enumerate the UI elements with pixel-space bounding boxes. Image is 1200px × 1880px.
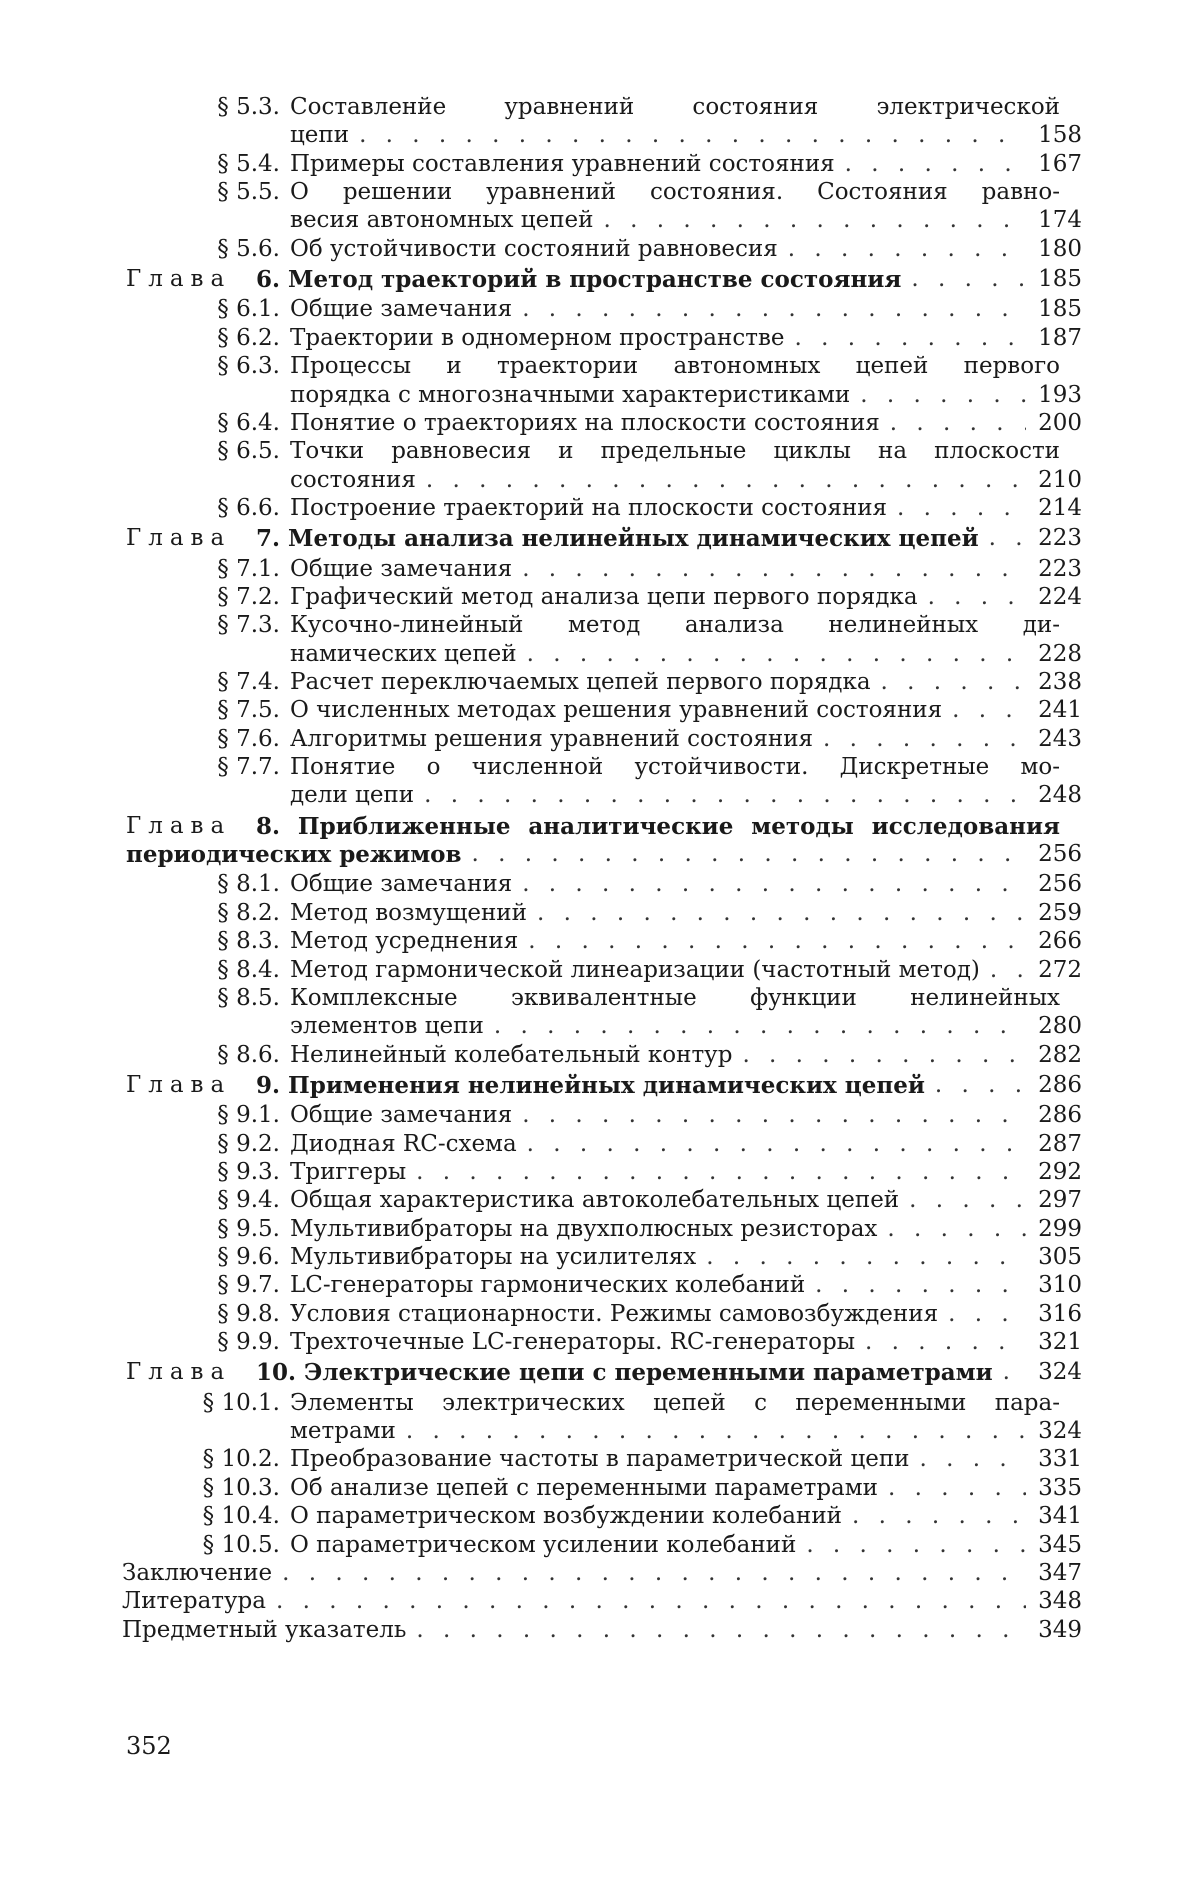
section-number: § 6.1. (217, 296, 280, 323)
entry-title: периодических режимов (126, 841, 462, 869)
toc-section-line (0, 1331, 1200, 1359)
entry-title: Траектории в одномерном пространстве (290, 324, 785, 351)
page-number: 352 (126, 1732, 172, 1760)
page-ref: 266 (1038, 928, 1082, 955)
section-number: § 7.3. (217, 612, 280, 639)
toc-section-line (0, 930, 1200, 958)
section-number: § 7.1. (217, 555, 280, 582)
toc-section-line (0, 466, 1200, 497)
entry-title: Об устойчивости состояний равновесия (290, 235, 778, 262)
entry-title: Об анализе цепей с переменными параметрами (290, 1474, 878, 1501)
entry-title: Метод гармонической линеаризации (частотный метод) (290, 956, 980, 983)
section-number: § 10.2. (202, 1446, 280, 1473)
page-ref: 259 (1038, 899, 1082, 926)
chapter-label: Глава (126, 1071, 232, 1098)
page-ref: 256 (1038, 841, 1082, 868)
dot-leader (359, 124, 1026, 147)
entry-title: 8. Приближенные аналитические методы исследования (256, 812, 1060, 840)
entry-title: Общие замечания (290, 296, 513, 323)
dot-leader (406, 1420, 1026, 1443)
toc-section-line (0, 1300, 1200, 1331)
entry-title: Процессы и траектории автономных цепей первого (290, 353, 1060, 380)
section-number: § 8.1. (217, 871, 280, 898)
page-ref: 341 (1038, 1503, 1082, 1530)
entry-title: О параметрическом возбуждении колебаний (290, 1503, 842, 1530)
dot-leader (522, 873, 1026, 896)
entry-title: Общие замечания (290, 555, 513, 582)
page-ref: 185 (1038, 296, 1082, 323)
toc-section-line (0, 355, 1200, 383)
page-ref: 316 (1038, 1300, 1082, 1327)
section-number: § 7.5. (217, 697, 280, 724)
dot-leader (806, 1534, 1026, 1557)
toc-section-line (0, 555, 1200, 586)
dot-leader (416, 1619, 1026, 1642)
entry-title: Элементы электрических цепей с переменными пара- (290, 1389, 1060, 1416)
section-number: § 6.5. (217, 438, 280, 465)
section-number: § 5.3. (217, 94, 280, 120)
toc-section-line (0, 150, 1200, 181)
page-ref: 349 (1038, 1616, 1082, 1643)
section-number: § 5.5. (217, 179, 280, 206)
chapter-label: Глава (126, 266, 232, 293)
entry-title: Литература (122, 1588, 266, 1615)
toc-section-line (0, 1474, 1200, 1505)
section-number: § 9.4. (217, 1187, 280, 1214)
page-ref: 335 (1038, 1474, 1082, 1501)
toc-section-line (0, 209, 1200, 237)
toc-chapter-line (0, 1361, 1200, 1389)
toc-section-line (0, 1531, 1200, 1562)
page-ref: 180 (1038, 235, 1082, 262)
toc-section-line (0, 494, 1200, 525)
dot-leader (795, 327, 1026, 350)
toc-section-line (0, 873, 1200, 901)
toc-section-line (0, 899, 1200, 930)
section-number: § 9.9. (217, 1329, 280, 1356)
entry-title: Алгоритмы решения уравнений состояния (290, 725, 814, 752)
section-number: § 9.5. (217, 1215, 280, 1242)
entry-title: Понятие о численной устойчивости. Дискретные мо- (290, 754, 1060, 781)
page-ref: 299 (1038, 1215, 1082, 1242)
page-ref: 305 (1038, 1244, 1082, 1270)
entry-title: Мультивибраторы на усилителях (290, 1244, 697, 1270)
toc-section-line (0, 583, 1200, 614)
section-number: § 8.3. (217, 928, 280, 955)
entry-title: Точки равновесия и предельные циклы на плоскости (290, 438, 1060, 465)
entry-title: дели цепи (290, 782, 415, 809)
page-ref: 228 (1038, 640, 1082, 667)
section-number: § 9.6. (217, 1244, 280, 1270)
toc-section-line (0, 1448, 1200, 1476)
dot-leader (276, 1590, 1026, 1613)
entry-title: весия автономных цепей (290, 207, 594, 234)
section-number: § 8.6. (217, 1041, 280, 1068)
section-number: § 10.3. (202, 1474, 280, 1501)
toc-section-line (0, 181, 1200, 209)
section-number: § 9.1. (217, 1102, 280, 1129)
entry-title: Общая характеристика автоколебательных цепей (290, 1187, 900, 1214)
entry-title: Метод возмущений (290, 899, 527, 926)
toc-section-line (0, 956, 1200, 987)
page-ref: 238 (1038, 669, 1082, 695)
chapter-label: Глава (126, 525, 232, 552)
toc-section-line (0, 1041, 1200, 1072)
section-number: § 7.4. (217, 669, 280, 695)
entry-title: 6. Метод траекторий в пространстве состояния (256, 266, 902, 294)
section-number: § 10.1. (202, 1389, 280, 1416)
entry-title: Метод усреднения (290, 928, 519, 955)
page-ref: 347 (1038, 1559, 1082, 1586)
entry-title: 7. Методы анализа нелинейных динамических цепей (256, 525, 979, 553)
dot-leader (527, 643, 1026, 666)
toc-chapter-line (0, 527, 1200, 555)
page-ref: 324 (1038, 1418, 1082, 1445)
section-number: § 9.8. (217, 1300, 280, 1327)
chapter-label: Глава (126, 1359, 232, 1386)
entry-title: Примеры составления уравнений состояния (290, 150, 835, 177)
page-ref: 256 (1038, 871, 1082, 898)
toc-entry-line (0, 1616, 1200, 1647)
entry-title: элементов цепи (290, 1013, 484, 1040)
section-number: § 8.4. (217, 956, 280, 983)
section-number: § 8.5. (217, 984, 280, 1011)
page-ref: 224 (1038, 583, 1082, 610)
dot-leader (472, 843, 1027, 866)
toc-section-line (0, 1389, 1200, 1420)
page-ref: 187 (1038, 324, 1082, 351)
dot-leader (494, 1015, 1026, 1038)
page-ref: 200 (1038, 409, 1082, 436)
page-ref: 185 (1038, 266, 1082, 293)
toc-chapter-line (0, 812, 1200, 843)
page-ref: 158 (1038, 122, 1082, 149)
dot-leader (282, 1562, 1026, 1585)
entry-title: метрами (290, 1418, 396, 1445)
page-ref: 292 (1038, 1158, 1082, 1185)
page-ref: 272 (1038, 956, 1082, 983)
entry-title: 10. Электрические цепи с переменными параметрами (256, 1359, 993, 1387)
entry-title: Условия стационарности. Режимы самовозбуждения (290, 1300, 939, 1327)
entry-title: 9. Применения нелинейных динамических цепей (256, 1071, 925, 1099)
toc-section-line (0, 1104, 1200, 1132)
toc-section-line (0, 1130, 1200, 1161)
toc-section-line (0, 671, 1200, 699)
dot-leader (522, 558, 1026, 581)
toc-section-line (0, 699, 1200, 727)
entry-title: Построение траекторий на плоскости состояния (290, 494, 888, 521)
entry-title: намических цепей (290, 640, 517, 667)
entry-title: Кусочно-линейный метод анализа нелинейных ди- (290, 612, 1060, 639)
section-number: § 6.2. (217, 324, 280, 351)
toc-section-line (0, 1215, 1200, 1246)
toc-chapter-line (0, 268, 1200, 296)
page-ref: 324 (1038, 1359, 1082, 1386)
toc-section-line (0, 1158, 1200, 1189)
page-ref: 214 (1038, 494, 1082, 521)
dot-leader (537, 902, 1026, 925)
page-ref: 287 (1038, 1130, 1082, 1157)
entry-title: Нелинейный колебательный контур (290, 1041, 733, 1068)
toc-chapter-line (0, 843, 1200, 871)
entry-title: О численных методах решения уравнений состояния (290, 697, 943, 724)
entry-title: Комплексные эквивалентные функции нелинейных (290, 984, 1060, 1011)
toc-section-line (0, 409, 1200, 440)
page-ref: 193 (1038, 381, 1082, 408)
page-ref: 241 (1038, 697, 1082, 724)
toc-section-line (0, 124, 1200, 152)
dot-leader (788, 238, 1026, 261)
toc-section-line (0, 381, 1200, 412)
entry-title: О параметрическом усилении колебаний (290, 1531, 797, 1558)
toc-section-line (0, 96, 1200, 124)
entry-title: Преобразование частоты в параметрической цепи (290, 1446, 910, 1473)
section-number: § 9.3. (217, 1158, 280, 1185)
toc-section-line (0, 640, 1200, 671)
toc-entry-line (0, 1590, 1200, 1618)
section-number: § 9.7. (217, 1272, 280, 1299)
page-ref: 345 (1038, 1531, 1082, 1558)
toc-entry-line (0, 1559, 1200, 1590)
toc-section-line (0, 1420, 1200, 1448)
entry-title: Общие замечания (290, 1102, 513, 1129)
entry-title: Общие замечания (290, 871, 513, 898)
toc-section-line (0, 1189, 1200, 1217)
dot-leader (815, 1274, 1026, 1297)
dot-leader (426, 469, 1026, 492)
page-ref: 321 (1038, 1329, 1082, 1356)
entry-title: Триггеры (290, 1158, 407, 1185)
dot-leader (603, 209, 1026, 232)
entry-title: О решении уравнений состояния. Состояния равно- (290, 179, 1060, 206)
entry-title: Расчет переключаемых цепей первого порядка (290, 669, 871, 695)
page-ref: 223 (1038, 555, 1082, 582)
toc-section-line (0, 725, 1200, 756)
dot-leader (522, 298, 1026, 321)
toc-section-line (0, 614, 1200, 642)
entry-title: Составленйе уравнений состояния электрической (290, 94, 1060, 120)
toc-section-line (0, 235, 1200, 266)
section-number: § 6.4. (217, 409, 280, 436)
toc-section-line (0, 298, 1200, 326)
page-ref: 331 (1038, 1446, 1082, 1473)
toc-section-line (0, 1246, 1200, 1274)
section-number: § 8.2. (217, 899, 280, 926)
page-ref: 297 (1038, 1187, 1082, 1214)
toc-section-line (0, 440, 1200, 468)
entry-title: Мультивибраторы на двухполюсных резисторах (290, 1215, 878, 1242)
section-number: § 5.6. (217, 235, 280, 262)
section-number: § 10.5. (202, 1531, 280, 1558)
section-number: § 10.4. (202, 1503, 280, 1530)
page-ref: 282 (1038, 1041, 1082, 1068)
page-ref: 286 (1038, 1071, 1082, 1098)
entry-title: порядка с многозначными характеристиками (290, 381, 851, 408)
toc-section-line (0, 1505, 1200, 1533)
section-number: § 5.4. (217, 150, 280, 177)
page-ref: 248 (1038, 782, 1082, 809)
toc-section-line (0, 1015, 1200, 1043)
entry-title: Диодная RC-схема (290, 1130, 517, 1157)
toc-section-line (0, 324, 1200, 355)
entry-title: цепи (290, 122, 350, 149)
section-number: § 6.6. (217, 494, 280, 521)
dot-leader (528, 930, 1026, 953)
section-number: § 9.2. (217, 1130, 280, 1157)
page-ref: 243 (1038, 725, 1082, 752)
toc-section-line (0, 756, 1200, 784)
entry-title: LC-генераторы гармонических колебаний (290, 1272, 806, 1299)
section-number: § 7.2. (217, 583, 280, 610)
toc-section-line (0, 984, 1200, 1015)
entry-title: Предметный указатель (122, 1616, 407, 1643)
entry-title: состояния (290, 466, 416, 493)
dot-leader (522, 1104, 1026, 1127)
section-number: § 7.7. (217, 754, 280, 781)
page-ref: 348 (1038, 1588, 1082, 1615)
page-ref: 167 (1038, 150, 1082, 177)
page-ref: 310 (1038, 1272, 1082, 1299)
dot-leader (706, 1246, 1026, 1269)
toc-section-line (0, 784, 1200, 812)
section-number: § 7.6. (217, 725, 280, 752)
entry-title: Графический метод анализа цепи первого порядка (290, 583, 918, 610)
section-number: § 6.3. (217, 353, 280, 380)
toc-section-line (0, 1274, 1200, 1302)
page-ref: 174 (1038, 207, 1082, 234)
entry-title: Понятие о траекториях на плоскости состояния (290, 409, 880, 436)
entry-title: Заключение (122, 1559, 273, 1586)
dot-leader (424, 784, 1026, 807)
dot-leader (527, 1133, 1026, 1156)
page-ref: 223 (1038, 525, 1082, 552)
toc-chapter-line (0, 1071, 1200, 1102)
page-ref: 210 (1038, 466, 1082, 493)
page-ref: 286 (1038, 1102, 1082, 1129)
dot-leader (742, 1044, 1026, 1067)
chapter-label: Глава (126, 812, 232, 839)
dot-leader (416, 1161, 1026, 1184)
page-ref: 280 (1038, 1013, 1082, 1040)
entry-title: Трехточечные LC-генераторы. RC-генераторы (290, 1329, 856, 1356)
